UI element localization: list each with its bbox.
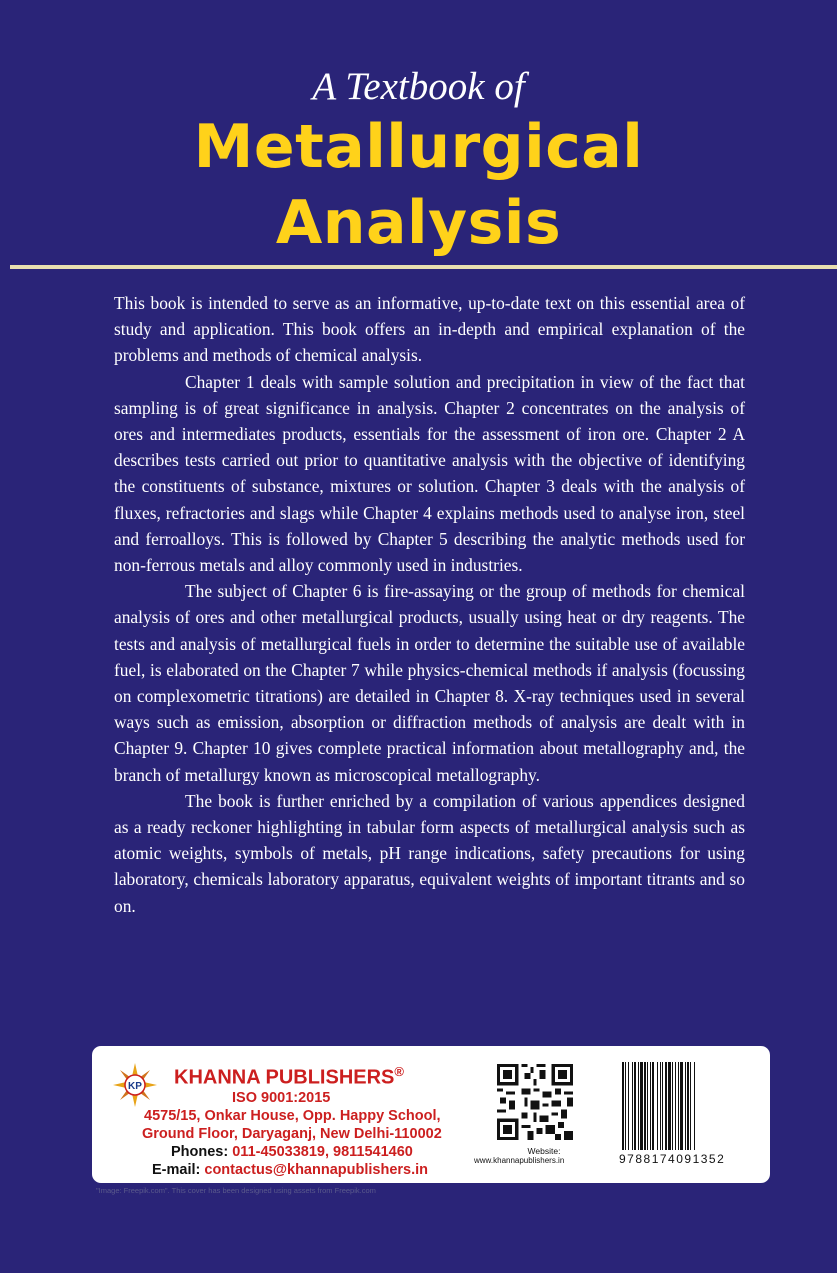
barcode-bar <box>622 1062 624 1150</box>
description-paragraph: This book is intended to serve as an informative, up-to-date text on this essential area of study and application. This book offers an in-depth and empirical explanation of the problems and methods of chemical analysis. <box>114 293 745 366</box>
email-label: E-mail: <box>152 1162 201 1178</box>
barcode-icon <box>620 1062 762 1150</box>
cover-title-line-2: Analysis <box>275 188 562 258</box>
barcode-bar <box>685 1062 686 1150</box>
barcode-bar <box>638 1062 639 1150</box>
publisher-box <box>92 1046 770 1183</box>
barcode-bar <box>660 1062 661 1150</box>
barcode-bar <box>678 1062 679 1150</box>
barcode-bar <box>628 1062 629 1150</box>
barcode-bar <box>650 1062 651 1150</box>
email-value: contactus@khannapublishers.in <box>204 1162 428 1178</box>
barcode-bar <box>694 1062 695 1150</box>
phones-label: Phones: <box>171 1144 229 1160</box>
iso-certification: ISO 9001:2015 <box>232 1090 331 1106</box>
title-divider <box>10 265 837 269</box>
qr-code-icon <box>497 1064 573 1140</box>
barcode-bar <box>634 1062 636 1150</box>
barcode-bar <box>672 1062 673 1150</box>
address-line-2: Ground Floor, Daryaganj, New Delhi-110002 <box>142 1126 442 1142</box>
description-paragraph: Chapter 1 deals with sample solution and precipitation in view of the fact that sampling is of great significance in analysis. Chapter 2 concentrates on the analysis of ores and intermediates products, essentials for the assessment of iron ore. Chapter 2 A describes tests carried out prior to quantitative analysis with the objective of identifying the constituents of substance, mixtures or solution. Chapter 3 deals with the analysis of fluxes, refractories and slags while Chapter 4 explains methods used to analyse iron, steel and ferroalloys. This is followed by Chapter 5 describing the analytic methods used for non-ferrous metals and alloy commonly used in industries. <box>114 371 745 576</box>
registered-mark: ® <box>394 1064 404 1079</box>
book-description <box>114 290 745 919</box>
barcode-bar <box>657 1062 658 1150</box>
barcode-bar <box>690 1062 691 1150</box>
barcode-bar <box>625 1062 626 1150</box>
website-url[interactable]: www.khannapublishers.in <box>474 1156 565 1165</box>
barcode-bar <box>644 1062 646 1150</box>
description-paragraph: The book is further enriched by a compilation of various appendices designed as a ready reckoner highlighting in tabular form aspects of metallurgical analysis such as atomic weights, symbols of metals, pH range indications, safety precautions for using laboratory, chemicals laboratory apparatus, equivalent weights of important titrants and so on. <box>114 790 745 916</box>
email <box>152 1162 428 1178</box>
publisher-name-text: KHANNA PUBLISHERS <box>174 1066 395 1089</box>
publisher-logo <box>112 1062 158 1108</box>
barcode-bar <box>665 1062 667 1150</box>
phones-value: 011-45033819, 9811541460 <box>232 1144 413 1160</box>
image-credit: "Image: Freepik.com". This cover has been designed using assets from Freepik.com <box>96 1186 376 1195</box>
cover-subtitle: A Textbook of <box>312 65 525 108</box>
barcode-bar <box>640 1062 643 1150</box>
website-label: Website: <box>527 1146 561 1156</box>
phones <box>171 1144 413 1160</box>
barcode-bar <box>652 1062 654 1150</box>
cover-title-line-1: Metallurgical <box>193 112 644 182</box>
isbn-digits: 9788174091352 <box>619 1152 726 1166</box>
logo-text: KP <box>128 1081 142 1092</box>
barcode-bar <box>680 1062 683 1150</box>
address-line-1: 4575/15, Onkar House, Opp. Happy School, <box>144 1108 441 1124</box>
barcode-bar <box>632 1062 633 1150</box>
barcode-bar <box>687 1062 689 1150</box>
barcode-bar <box>675 1062 676 1150</box>
publisher-name <box>174 1064 404 1090</box>
description-paragraph: The subject of Chapter 6 is fire-assaying or the group of methods for chemical analysis of ores and other metallurgical products, usually using heat or dry reagents. The tests and analysis of metallurgical fuels in order to determine the suitable use of available fuel, is elaborated on the Chapter 7 while physics-chemical methods if analysis (focussing on complexometric titrations) are detailed in Chapter 8. X-ray techniques used in several ways such as emission, absorption or diffraction methods of analysis are dealt with in Chapter 9. Chapter 10 gives complete practical information about metallography and, the branch of metallurgy known as microscopical metallography. <box>114 581 745 785</box>
barcode-bar <box>662 1062 663 1150</box>
barcode-bar <box>647 1062 648 1150</box>
barcode-bar <box>668 1062 671 1150</box>
